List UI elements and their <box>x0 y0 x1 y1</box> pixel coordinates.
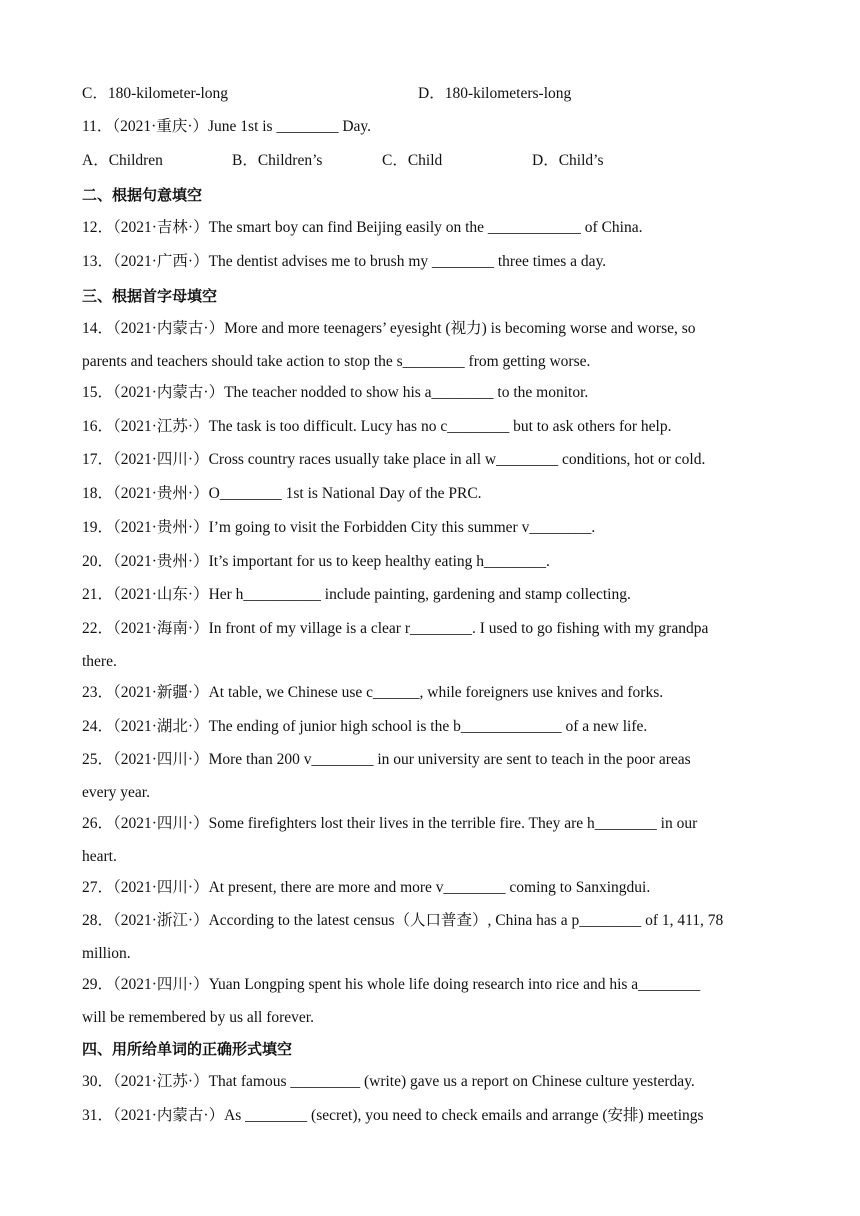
question-24: 24．（2021·湖北·）The ending of junior high school is the b_____________ of a new life. <box>82 718 648 735</box>
question-20: 20．（2021·贵州·）It’s important for us to keep healthy eating h________. <box>82 553 550 570</box>
option-c: C．Child <box>382 152 443 169</box>
q10-options-row <box>82 84 790 104</box>
question-12: 12．（2021·吉林·）The smart boy can find Beijing easily on the ____________ of China. <box>82 219 643 236</box>
question-27: 27．（2021·四川·）At present, there are more and more v________ coming to Sanxingdui. <box>82 879 651 896</box>
question-31: 31．（2021·内蒙古·）As ________ (secret), you need to check emails and arrange (安排) meetings <box>82 1107 704 1124</box>
question-13: 13．（2021·广西·）The dentist advises me to brush my ________ three times a day. <box>82 253 607 270</box>
option-d: D．180-kilometers-long <box>418 85 572 102</box>
question-30: 30．（2021·江苏·）That famous _________ (write) gave us a report on Chinese culture yesterday. <box>82 1073 695 1090</box>
question-28-line-2: million. <box>82 945 131 962</box>
section-heading-4: 四、用所给单词的正确形式填空 <box>82 1040 293 1058</box>
question-11: 11．（2021·重庆·）June 1st is ________ Day. <box>82 118 372 135</box>
option-a: A．Children <box>82 152 163 169</box>
question-29-line-1: 29．（2021·四川·）Yuan Longping spent his whole life doing research into rice and his a________ <box>82 976 701 993</box>
question-26-line-1: 26．（2021·四川·）Some firefighters lost their lives in the terrible fire. They are h________ in our <box>82 815 698 832</box>
question-17: 17．（2021·四川·）Cross country races usually take place in all w________ conditions, hot or cold. <box>82 451 706 468</box>
section-heading-3: 三、根据首字母填空 <box>82 287 218 305</box>
question-16: 16．（2021·江苏·）The task is too difficult. Lucy has no c________ but to ask others for help. <box>82 418 672 435</box>
question-22-line-2: there. <box>82 653 117 670</box>
question-21: 21．（2021·山东·）Her h__________ include painting, gardening and stamp collecting. <box>82 586 631 603</box>
question-14-line-1: 14．（2021·内蒙古·）More and more teenagers’ eyesight (视力) is becoming worse and worse, so <box>82 320 696 337</box>
question-18: 18．（2021·贵州·）O________ 1st is National Day of the PRC. <box>82 485 482 502</box>
section-heading-2: 二、根据句意填空 <box>82 186 203 204</box>
question-15: 15．（2021·内蒙古·）The teacher nodded to show his a________ to the monitor. <box>82 384 589 401</box>
question-28-line-1: 28．（2021·浙江·）According to the latest census（人口普查）, China has a p________ of 1, 411, 78 <box>82 912 724 929</box>
question-14-line-2: parents and teachers should take action to stop the s________ from getting worse. <box>82 353 591 370</box>
question-26-line-2: heart. <box>82 848 117 865</box>
question-25-line-1: 25．（2021·四川·）More than 200 v________ in our university are sent to teach in the poor areas <box>82 751 691 768</box>
question-23: 23．（2021·新疆·）At table, we Chinese use c______, while foreigners use knives and forks. <box>82 684 664 701</box>
option-c: C．180-kilometer-long <box>82 85 229 102</box>
q11-options-row <box>82 151 790 171</box>
question-25-line-2: every year. <box>82 784 150 801</box>
option-b: B．Children’s <box>232 152 323 169</box>
question-19: 19．（2021·贵州·）I’m going to visit the Forbidden City this summer v________. <box>82 519 596 536</box>
question-29-line-2: will be remembered by us all forever. <box>82 1009 314 1026</box>
option-d: D．Child’s <box>532 152 604 169</box>
question-22-line-1: 22．（2021·海南·）In front of my village is a clear r________. I used to go fishing with my grandpa <box>82 620 709 637</box>
